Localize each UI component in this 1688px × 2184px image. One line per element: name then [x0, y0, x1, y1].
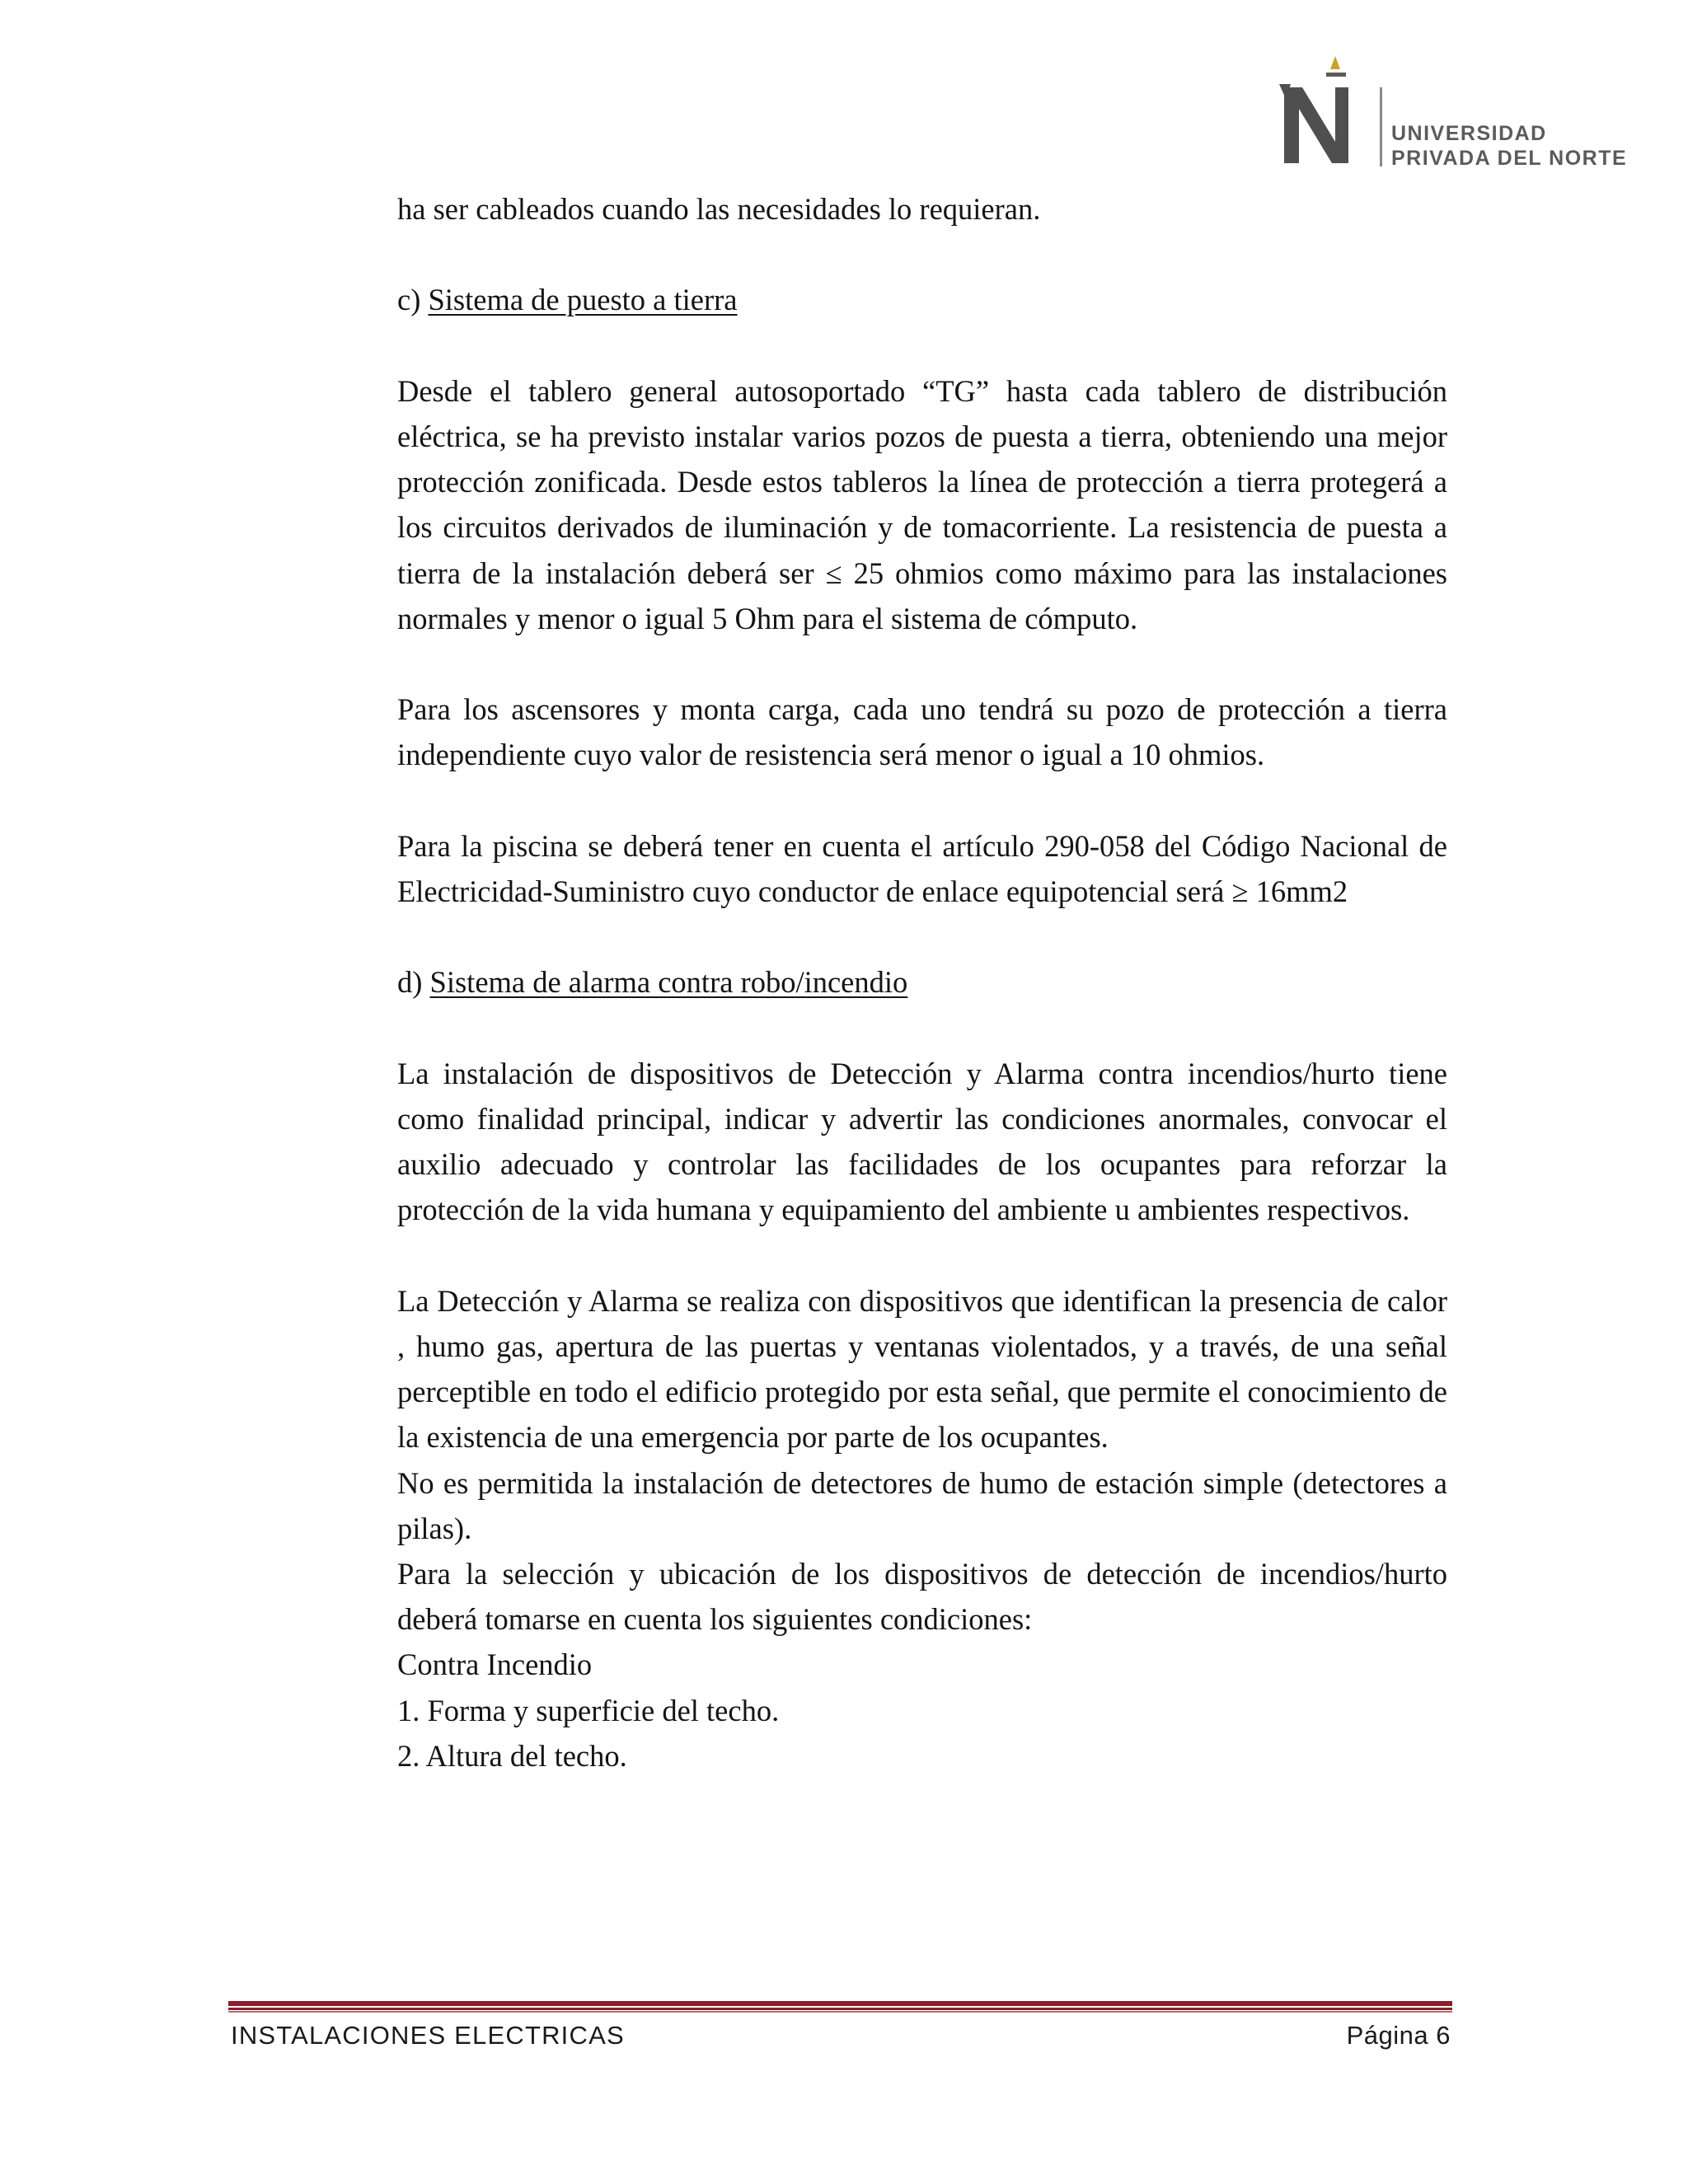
- document-body: [397, 186, 1447, 1779]
- page-footer: [231, 2018, 1451, 2054]
- logo-line-2: PRIVADA DEL NORTE: [1391, 147, 1628, 170]
- list-item: 2. Altura del techo.: [397, 1738, 627, 1773]
- section-c-prefix: c): [397, 283, 429, 317]
- paragraph-grounding: Desde el tablero general autosoportado “TG” hasta cada tablero de distribución eléctrica, se ha previsto instalar varios pozos de puesta a tierra, obteniendo una mejor protección zonificada. Desde estos tableros la línea de protección a tierra protegerá a los circuitos derivados de iluminación y de tomacorriente. La resistencia de puesta a tierra de la instalación deberá ser ≤ 25 ohmios como máximo para las instalaciones normales y menor o igual 5 Ohm para el sistema de cómputo.: [397, 373, 1447, 635]
- section-heading-d: [397, 959, 1447, 1005]
- paragraph-detection: La Detección y Alarma se realiza con dispositivos que identifican la presencia de calor , humo gas, apertura de las puertas y ventanas violentados, y a través, de una señal perceptible en todo el edificio protegido por esta señal, que permite el conocimiento de la existencia de una emergencia por parte de los ocupantes.: [397, 1283, 1447, 1455]
- footer-title: INSTALACIONES ELECTRICAS: [231, 2021, 625, 2050]
- paragraph-cabling: ha ser cableados cuando las necesidades lo requieran.: [397, 192, 1041, 226]
- university-logo: [1278, 51, 1648, 175]
- page-number: Página 6: [1346, 2021, 1451, 2050]
- logo-divider: [1380, 87, 1382, 166]
- section-d-title: Sistema de alarma contra robo/incendio: [429, 965, 908, 1000]
- footer-rule: [228, 2001, 1452, 2013]
- paragraph-pool: Para la piscina se deberá tener en cuenta el artículo 290-058 del Código Nacional de Electricidad-Suministro cuyo conductor de enlace equipotencial será ≥ 16mm2: [397, 828, 1447, 908]
- paragraph-selection: Para la selección y ubicación de los dispositivos de detección de incendios/hurto deberá tomarse en cuenta los siguientes condiciones:: [397, 1556, 1447, 1637]
- logo-n-mark-icon: [1278, 51, 1368, 175]
- logo-text: [1391, 121, 1627, 171]
- paragraph-elevators: Para los ascensores y monta carga, cada uno tendrá su pozo de protección a tierra independiente cuyo valor de resistencia será menor o igual a 10 ohmios.: [397, 692, 1447, 772]
- paragraph-alarm-purpose: La instalación de dispositivos de Detección y Alarma contra incendios/hurto tiene como finalidad principal, indicar y advertir las condiciones anormales, convocar el auxilio adecuado y controlar las facilidades de los ocupantes para reforzar la protección de la vida humana y equipamiento del ambiente u ambientes respectivos.: [397, 1056, 1447, 1227]
- section-heading-c: [397, 277, 1447, 322]
- subheading-contra-incendio: Contra Incendio: [397, 1647, 593, 1682]
- section-d-prefix: d): [397, 965, 430, 1000]
- list-item: 1. Forma y superficie del techo.: [397, 1693, 780, 1727]
- logo-line-1: UNIVERSIDAD: [1391, 122, 1547, 145]
- section-c-title: Sistema de puesto a tierra: [428, 283, 738, 317]
- paragraph-smoke-detectors: No es permitida la instalación de detectores de humo de estación simple (detectores a pilas).: [397, 1465, 1447, 1545]
